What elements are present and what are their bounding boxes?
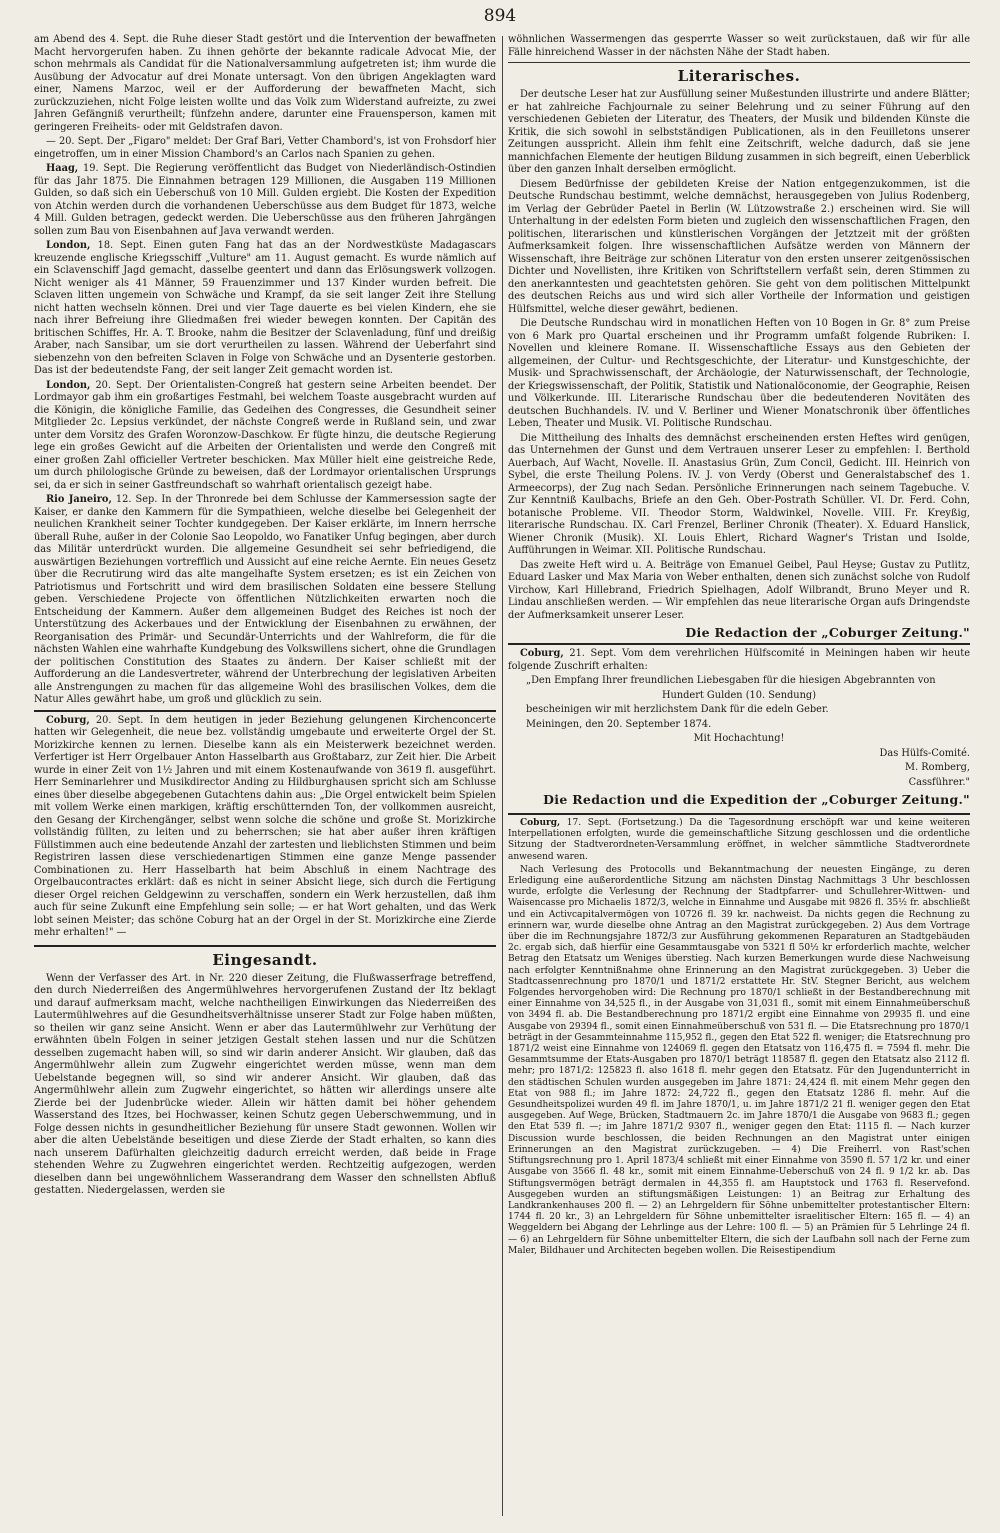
article-paragraph: wöhnlichen Wassermengen das gesperrte Wasser so weit zurückstauen, daß wir für alle Fälle hinreichend Wasser in der nächsten Nähe der Stadt haben. bbox=[508, 34, 970, 58]
dateline: Rio Janeiro, bbox=[46, 494, 112, 505]
article-paragraph: Die Deutsche Rundschau wird in monatlichen Heften von 10 Bogen in Gr. 8° zum Preise von 6 Mark pro Quartal erscheinen und ihr Programm umfaßt folgende Rubriken: I. Novellen und kleinere Romane. II. Wissenschaftliche Essays aus den Gebieten der allgemeinen, der Cultur- und Rechtsgeschichte, der Literatur- und Kunstgeschichte, der Musik- und Sprachwissenschaft, der Archäologie, der Naturwissenschaft, der Technologie, der Kriegswissenschaft, der Politik, Statistik und Nationalöconomie, der Geographie, Reisen und Völkerkunde. III. Literarische Rundschau über die bedeutenderen Novitäten des deutschen Buchhandels. IV. und V. Berliner und Wiener Monatschronik über öffentliches Leben, Theater und Musik. VI. Politische Rundschau. bbox=[508, 318, 970, 429]
section-heading-eingesandt: Eingesandt. bbox=[212, 950, 318, 969]
article-paragraph: Coburg, 20. Sept. In dem heutigen in jeder Beziehung gelungenen Kirchenconcerte hatten wir Gelegenheit, die neue bez. vollständig umgebaute und erweiterte Orgel der St. Morizkirche kennen zu lernen. Dieselbe kann als ein Meisterwerk bezeichnet werden. Verfertiger ist Herr Orgelbauer Anton Hasselbarth aus Großtabarz, zur Zeit hier. Die Arbeit wurde in einer Zeit von 1½ Jahren und mit einem Kostenaufwande von 3619 fl. ausgeführt. Herr Seminarlehrer und Musikdirector Anding zu Hildburghausen spricht sich am Schlusse eines über dieselbe abgegebenen Gutachtens dahin aus: „Die Orgel entwickelt beim Spielen mit vollem Werke einen markigen, kräftig erschütternden Ton, der vollkommen ausreicht, den Gesang der Kirchengänger, selbst wenn solche die schöne und große St. Morizkirche vollständig füllten, zu leiten und zu beherrschen; sie hat aber außer ihren kräftigen Füllstimmen auch eine bedeutende Anzahl der zartesten und lieblichsten Stimmen und beim Registriren lassen diese verschiedenartigen Stimmen eine ganze Menge passender Combinationen zu. Herr Hasselbarth hat beim Abschluß in einem Nachtrage des Orgelbaucontractes erklärt: daß es nicht in seiner Absicht liege, sich durch die Fertigung dieser Orgel reichen Geldgewinn zu verschaffen, sondern ein Werk herzustellen, daß ihm auch für seine Zukunft eine Empfehlung sein solle; — er hat Wort gehalten, und das Werk lobt seinen Meister; das schöne Coburg hat an der Orgel in der St. Morizkirche eine Zierde mehr erhalten!" — bbox=[34, 714, 496, 938]
article-paragraph: am Abend des 4. Sept. die Ruhe dieser Stadt gestört und die Intervention der bewaffneten Macht hervorgerufen haben. Zu ihnen gehörte der bekannte radicale Advocat Mie, der schon mehrmals als Candidat für die Nationalversammlung aufgetreten ist; ihm wurde die Ausübung der Advocatur auf drei Monate untersagt. Von den übrigen Angeklagten ward einer, Namens Marzoc, weil er der Aufforderung der bewaffneten Macht, sich zurückzuziehen, nicht Folge leisten wollte und das Volk zum Widerstand aufreizte, zu zwei Jahren Gefängniß verurtheilt; fünfzehn andere, darunter eine Frauensperson, kamen mit geringeren Freiheits- oder mit Geldstrafen davon. bbox=[34, 34, 496, 133]
article-paragraph: Nach Verlesung des Protocolls und Bekanntmachung der neuesten Eingänge, zu deren Erledigung eine außerordentliche Sitzung am nächsten Dinstag Nachmittags 3 Uhr beschlossen wurde, erfolgte die Verlesung der Rechnung der Stadtpfarrer- und Schullehrer-Wittwen- und Waisencasse pro Michaelis 1872/3, welche in Einnahme und Ausgabe mit 9826 fl. 35½ fr. abschließt und ein Activcapitalvermögen von 10726 fl. 39 kr. nachweist. Da nichts gegen die Rechnung zu erinnern war, wurde dieselbe ohne Antrag an den Magistrat zurückgegeben. 2) Aus dem Vortrage über die im Rechnungsjahre 1872/3 zur Ausführung gekommenen Reparaturen an Stadtgebäuden 2c. ergab sich, daß hierfür eine Gesammtausgabe von 5321 fl 50½ kr erforderlich machte, welcher Betrag den Etatsatz um Weniges überstieg. Nach kurzen Bemerkungen wurde diese Nachweisung nach erfolgter Kenntnißnahme ohne Erinnerung an den Magistrat zurückgegeben. 3) Ueber die Stadtcassenrechnung pro 1870/1 und 1871/2 erstattete Hr. StV. Stegner Bericht, aus welchem Folgendes hervorgehoben wird: Die Rechnung pro 1870/1 schließt in der Bestandberechnung mit einer Einnahme von 34,525 fl., in der Ausgabe von 31,031 fl., somit mit einem Einnahmeüberschuß von 3494 fl. ab. Die Bestandberechnung pro 1871/2 ergibt eine Einnahme von 29935 fl. und eine Ausgabe von 29394 fl., somit einen Einnahmeüberschuß von 531 fl. — Die Etatsrechnung pro 1870/1 beträgt in der Gesammteinnahme 115,952 fl., gegen den Etat 522 fl. weniger; die Etatsrechnung pro 1871/2 weist eine Einnahme von 124069 fl. gegen den Etatsatz von 116,475 fl. = 7594 fl. mehr. Die Gesammtsumme der Etats-Ausgaben pro 1870/1 beträgt 118587 fl. gegen den Etatsatz also 2112 fl. mehr; pro 1871/2: 125823 fl. also 1618 fl. mehr gegen den Etatsatz. Für den Jugendunterricht in den städtischen Schulen wurden ausgegeben im Jahre 1871: 24,424 fl. mit einem Mehr gegen den Etat von 988 fl.; im Jahre 1872: 24,722 fl., gegen den Etatsatz 1286 fl. mehr. Auf die Gesundheitspolizei wurden 49 fl. im Jahre 1870/1, u. im Jahre 1871/2 21 fl. weniger gegen den Etat ausgegeben. Auf Wege, Brücken, Stadtmauern 2c. im Jahre 1870/1 die Ausgabe von 9683 fl.; gegen den Etat 539 fl. —; im Jahre 1871/2 9307 fl., weniger gegen den Etat: 1115 fl. — Nach kurzer Discussion wurde beschlossen, die beiden Rechnungen an den Magistrat unter einigen Erinnerungen an den Magistrat zurückzugeben. — 4) Die Freiherrl. von Rast'schen Stiftungsrechnung pro 1. April 1873/4 schließt mit einer Einnahme von 3590 fl. 57 1/2 kr. und einer Ausgabe von 3566 fl. 48 kr., somit mit einem Einnahme-Ueberschuß von 24 fl. 9 1/2 kr. ab. Das Stiftungsvermögen beträgt dermalen in 44,355 fl. am Hauptstock und 1763 fl. Reservefond. Ausgegeben wurden an stiftungsmäßigen Leistungen: 1) an Beitrag zur Erhaltung des Landkrankenhauses 200 fl. — 2) an Lehrgeldern für Söhne unbemittelter protestantischer Eltern: 1744 fl. 20 kr., 3) an Lehrgeldern für Söhne unbemittelter israelitischer Eltern: 165 fl. — 4) an Weggeldern bei Abgang der Lehrlinge aus der Lehre: 100 fl. — 5) an Prämien für 5 Lehrlinge 24 fl. — 6) an Lehrgeldern für Söhne unbemittelter Eltern, die sich der Laufbahn soll nach der Ferne zum Maler, Bildhauer und Architecten begeben wollen. Die Reisestipendium bbox=[508, 864, 970, 1256]
dateline: Haag, bbox=[46, 163, 79, 174]
dateline: Coburg, bbox=[520, 818, 561, 828]
article-paragraph: Rio Janeiro, 12. Sep. In der Thronrede bei dem Schlusse der Kammersession sagte der Kaiser, er danke den Kammern für die Sympathieen, welche dieselbe bei Gelegenheit der neulichen Krankheit seiner Tochter kundgegeben. Der Kaiser erklärte, im Innern herrsche überall Ruhe, außer in der Colonie Sao Leopoldo, wo Fanatiker Unfug begingen, aber durch das Militär unterdrückt wurden. Die allgemeine Gesundheit sei sehr befriedigend, die auswärtigen Beziehungen vortrefflich und Aussicht auf eine reiche Aernte. Ein neues Gesetz über die Recrutirung wird das alte mangelhafte System ersetzen; es ist ein Zeichen von Patriotismus und Fortschritt und wird dem brasilischen Soldaten eine bessere Stellung geben. Verschiedene Projecte von öffentlichen Nützlichkeiten erwarten noch die Entscheidung der Kammern. Außer dem allgemeinen Budget des Reiches ist noch der Unterstützung des Ackerbaues und der Entwicklung der Eisenbahnen zu erwähnen, der Reorganisation des Primär- und Secundär-Unterrichts und der Wahlreform, die für die nächsten Wahlen eine wahrhafte Kundgebung des Volkswillens sichert, ohne die Grundlagen der politischen Constitution des Staates zu ändern. Der Kaiser schließt mit der Aufforderung an die Landesvertreter, während der Unterbrechung der legislativen Arbeiten alle Anstrengungen zu machen für das allgemeine Wohl des brasilischen Volkes, dem die Natur Alles gewährt habe, um groß und glücklich zu sein. bbox=[34, 494, 496, 705]
redaction-signature: Die Redaction der „Coburger Zeitung." bbox=[685, 625, 970, 640]
article-paragraph: Das zweite Heft wird u. A. Beiträge von Emanuel Geibel, Paul Heyse; Gustav zu Putlitz, Eduard Lasker und Max Maria von Weber enthalten, denen sich zunächst solche von Rudolf Virchow, Karl Hillebrand, Friedrich Spielhagen, Adolf Wilbrandt, Bruno Meyer und R. Lindau anschließen werden. — Wir empfehlen das neue literarische Organ aufs Dringendste der Aufmerksamkeit unserer Leser. bbox=[508, 559, 970, 621]
article-paragraph: Wenn der Verfasser des Art. in Nr. 220 dieser Zeitung, die Flußwasserfrage betreffend, den durch Niederreißen des Angermühlwehres hervorgerufenen Zustand der Itz beklagt und darauf aufmerksam macht, welche nachtheiligen Einwirkungen das Niederreißen des Lautermühlwehres auf die Gesundheitsverhältnisse unserer Stadt zur Folge haben müßten, so theilen wir ganz seine Ansicht. Wenn er aber das Lautermühlwehr zur Verhütung der erwähnten übeln Folgen in seiner jetzigen Gestalt stehen lassen und nur die Schützen desselben zugemacht haben will, so sind wir darin anderer Ansicht. Wir glauben, daß das Angermühlwehr allein zum Zugwehr eingerichtet werden müsse, wenn man dem Uebelstande begegnen will, so sind wir anderer Ansicht. Wir glauben, daß das Angermühlwehr allein zum Zugwehr eingerichtet, so hätten wir allerdings unsere alte Zierde bei der Judenbrücke wieder. Allein wir hätten damit bei höher gehendem Wasserstand des Itzes, bei Hochwasser, keinen Schutz gegen Ueberschwemmung, und in Folge dessen nichts in gesundheitlicher Beziehung für unsere Stadt gewonnen. Wollen wir aber die alten Uebelstände beseitigen und diese Zierde der Stadt erhalten, so kann dies nach unserem Dafürhalten gleichzeitig dadurch erreicht werden, daß beide in Frage stehenden Wehre zu Zugwehren eingerichtet werden. Rechtzeitig aufgezogen, werden dieselben dann bei ungewöhnlichem Wasserandrang dem Wasser den schnellsten Abfluß gestatten. Niedergelassen, werden sie bbox=[34, 972, 496, 1196]
section-heading-literarisches: Literarisches. bbox=[677, 67, 801, 85]
article-paragraph: London, 18. Sept. Einen guten Fang hat das an der Nordwestküste Madagascars kreuzende englische Kriegsschiff „Vulture" am 11. August gemacht. Es wurde nämlich auf ein Sclavenschiff Jagd gemacht, dasselbe geentert und dann das Erlösungswerk vollzogen. Nicht weniger als 41 Männer, 59 Frauenzimmer und 137 Kinder wurden befreit. Die Sclaven litten ungemein von Schwäche und Krampf, da sie seit langer Zeit ihre Stellung nicht hatten wechseln können. Drei und vier Tage dauerte es bei vielen Kindern, ehe sie nach ihrer Befreiung ihre Gliedmaßen frei wieder bewegen konnten. Der Capitän des britischen Schiffes, Hr. A. T. Brooke, nahm die Besitzer der Sclavenladung, fünf und dreißig Araber, nach Sansibar, um sie dort verurtheilen zu lassen. Während der Ueberfahrt sind siebenzehn von den befreiten Sclaven in Folge von Schwäche und an Dysenterie gestorben. Das ist der bedeutendste Fang, der seit langer Zeit gemacht worden ist. bbox=[34, 240, 496, 376]
article-paragraph: Der deutsche Leser hat zur Ausfüllung seiner Mußestunden illustrirte und andere Blätter; er hat zahlreiche Fachjournale zu seiner Belehrung und zu seiner Führung auf den verschiedenen Gebieten der Literatur, des Theaters, der Musik und bildenden Künste die Kritik, die sich sowohl in selbstständigen Publicationen, als in den Feuilletons unserer Zeitungen ausspricht. Allein ihm fehlt eine Zeitschrift, welche dadurch, daß sie jene mannichfachen Elemente der heutigen Bildung zusammen in sich begreift, einen Ueberblick über den ganzen Inhalt derselben ermöglicht. bbox=[508, 89, 970, 175]
dateline: London, bbox=[46, 379, 91, 391]
quote-line: bescheinigen wir mit herzlichstem Dank für die edeln Geber. bbox=[526, 704, 829, 715]
article-paragraph: Coburg, 21. Sept. Vom dem verehrlichen Hülfscomité in Meiningen haben wir heute folgende Zuschrift erhalten: bbox=[508, 648, 970, 672]
redaction-signature: Die Redaction und die Expedition der „Coburger Zeitung." bbox=[543, 792, 970, 807]
article-paragraph: London, 20. Sept. Der Orientalisten-Congreß hat gestern seine Arbeiten beendet. Der Lordmayor gab ihm ein großartiges Festmahl, bei welchem Toaste ausgebracht wurden auf die Königin, die königliche Familie, das Gedeihen des Congresses, die Gesundheit seiner Mitglieder 2c. Lepsius verkündet, der nächste Congreß werde in Rußland sein, und zwar unter dem Vorsitz des Grafen Woronzow-Daschkow. Er fügte hinzu, die deutsche Regierung lege ein großes Gewicht auf die Arbeiten der Orientalisten und werde den Congreß mit einer großen Zahl officieller Vertreter beschicken. Max Müller hielt eine geistreiche Rede, um durch philologische Gründe zu beweisen, daß der Lordmayor orientalischen Ursprungs sei, da er sich in seiner Gastfreundschaft so wahrhaft orientalisch gezeigt habe. bbox=[34, 379, 496, 491]
quote-line: M. Romberg, bbox=[905, 762, 970, 773]
article-paragraph: — 20. Sept. Der „Figaro" meldet: Der Graf Bari, Vetter Chambord's, ist von Frohsdorf hier eingetroffen, um in einer Mission Chambord's an Carlos nach Spanien zu gehen. bbox=[34, 136, 496, 160]
stadtverordneten-report bbox=[508, 818, 970, 1257]
right-column bbox=[508, 34, 970, 1524]
meiningen-notice bbox=[508, 643, 970, 815]
dateline: Coburg, bbox=[520, 648, 564, 659]
quote-line: Meiningen, den 20. September 1874. bbox=[526, 718, 712, 730]
quote-line: Hundert Gulden (10. Sendung) bbox=[661, 689, 817, 701]
quote-line: Cassführer." bbox=[908, 776, 970, 788]
column-divider bbox=[502, 36, 503, 1516]
article-paragraph: Haag, 19. Sept. Die Regierung veröffentlicht das Budget von Niederländisch-Ostindien für das Jahr 1875. Die Einnahmen betragen 129 Millionen, die Ausgaben 119 Millionen Gulden, so daß sich ein Ueberschuß von 10 Mill. Gulden ergiebt. Die Kosten der Expedition von Atchin werden durch die vorhandenen Ueberschüsse aus dem Budget für 1873, welche 4 Mill. Gulden betragen, gedeckt werden. Die Ueberschüsse aus den früheren Jahrgängen sollen zum Bau von Eisenbahnen auf Java verwandt werden. bbox=[34, 163, 496, 237]
left-column bbox=[34, 34, 496, 1524]
coburg-orgel-article bbox=[34, 710, 496, 947]
article-paragraph: Coburg, 17. Sept. (Fortsetzung.) Da die Tagesordnung erschöpft war und keine weiteren Interpellationen erfolgten, wurde die gemeinschaftliche Sitzung geschlossen und die ordentliche Sitzung der Stadtverordneten-Versammlung eröffnet, in welcher sämmtliche Stadtverordnete anwesend waren. bbox=[508, 818, 970, 862]
quote-line: „Den Empfang Ihrer freundlichen Liebesgaben für die hiesigen Abgebrannten von bbox=[526, 675, 936, 686]
page-number: 894 bbox=[483, 6, 517, 26]
article-paragraph: Die Mittheilung des Inhalts des demnächst erscheinenden ersten Heftes wird genügen, das Unternehmen der Gunst und dem Vertrauen unserer Leser zu empfehlen: I. Berthold Auerbach, Auf Wacht, Novelle. II. Anastasius Grün, Zum Concil, Gedicht. III. Heinrich von Sybel, die erste Theilung Polens. IV. J. von Verdy (Oberst und Generalstabschef des 1. Armeecorps), der Zug nach Sedan. Persönliche Erinnerungen nach seinem Tagebuche. V. Zur Kenntniß Kaulbachs, Briefe an den Geh. Ober-Postrath Schüller. VI. Dr. Ferd. Cohn, botanische Probleme. VII. Theodor Storm, Waldwinkel, Novelle. VIII. Fr. Kreyßig, literarische Rundschau. IX. Carl Frenzel, Berliner Chronik (Theater). X. Eduard Hanslick, Wiener Chronik (Musik). XI. Louis Ehlert, Richard Wagner's Tristan und Isolde, Aufführungen in Weimar. XII. Politische Rundschau. bbox=[508, 432, 970, 556]
dateline: Coburg, bbox=[46, 714, 90, 726]
quote-line: Mit Hochachtung! bbox=[693, 733, 785, 744]
dateline: London, bbox=[46, 240, 91, 251]
article-paragraph: Diesem Bedürfnisse der gebildeten Kreise der Nation entgegenzukommen, ist die Deutsche Rundschau bestimmt, welche demnächst, herausgegeben von Julius Rodenberg, im Verlag der Gebrüder Paetel in Berlin (W. Lützowstraße 2.) erscheinen wird. Sie will Unterhaltung in der edelsten Form bieten und zugleich den wissenschaftlichen Fragen, den politischen, literarischen und künstlerischen Vorgängen der Jetztzeit mit der größten Aufmerksamkeit folgen. Ihre wissenschaftlichen Aufsätze werden von Männern der Wissenschaft, ihre Beiträge zur schönen Literatur von den ersten unserer zeitgenössischen Dichter und Novellisten, ihre Kritiken von Schriftstellern verfaßt sein, deren Stimmen zu den anerkanntesten und geachtetsten gehören. Sie geht von dem politischen Mittelpunkt des deutschen Reichs aus und wird sich aller Vortheile der Information und geistigen Hülfsmittel, welche dieser gewährt, bedienen. bbox=[508, 178, 970, 315]
divider bbox=[508, 62, 970, 63]
quote-line: Das Hülfs-Comité. bbox=[879, 747, 970, 759]
